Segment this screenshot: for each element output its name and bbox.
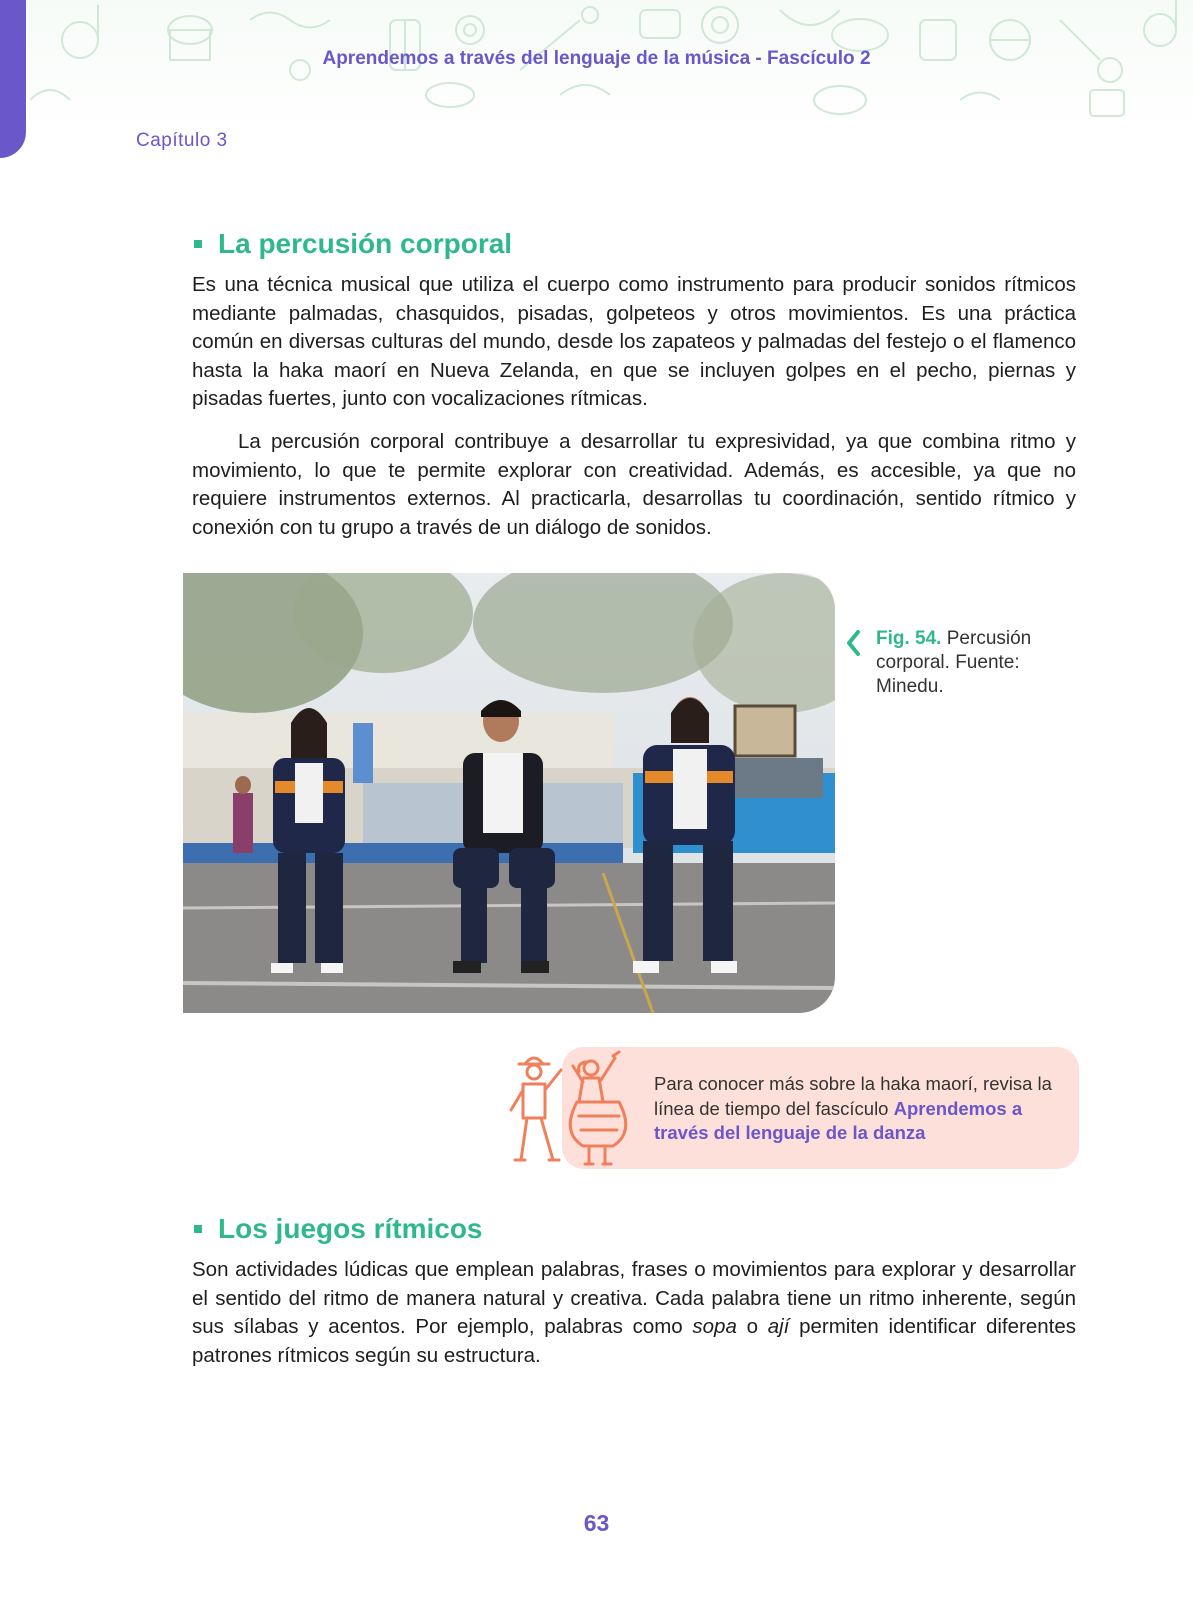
figure-caption — [876, 627, 1076, 699]
paragraph — [192, 1256, 1076, 1370]
note-body: Para conocer más sobre la haka maorí, revisa la línea de tiempo del fascículo — [654, 1073, 1052, 1119]
chapter-side-tab — [0, 0, 26, 158]
paragraph-text: o — [736, 1315, 768, 1338]
figure-caption-text: Percusión corporal. Fuente: Minedu. — [876, 628, 1032, 697]
chapter-label: Capítulo 3 — [136, 130, 228, 151]
note-text — [654, 1072, 1064, 1146]
photo-illustration — [183, 573, 835, 1013]
bullet-square-icon — [194, 1225, 202, 1233]
page-number: 63 — [583, 1510, 610, 1536]
section-heading-text: La percusión corporal — [218, 228, 513, 259]
fascicle-link[interactable]: Aprendemos a través del lenguaje de la danza — [654, 1097, 1023, 1143]
example-word-aji: ají — [767, 1315, 790, 1338]
series-title: Aprendemos a través del lenguaje de la música - Fascículo 2 — [322, 48, 871, 69]
figure-number: Fig. 54. — [876, 628, 942, 649]
paragraph: Es una técnica musical que utiliza el cuerpo como instrumento para producir sonidos rítmicos mediante palmadas, chasquidos, pisadas, golpeteos y otros movimientos. Es una práctica común en diversas culturas del mundo, desde los zapateos y palmadas del festejo o el flamenco hasta la haka maorí en Nueva Zelanda, en que se incluyen golpes en el pecho, piernas y pisadas fuertes, junto con vocalizaciones rítmicas. — [192, 273, 1076, 410]
chevron-left-icon — [846, 630, 860, 656]
figure-photo-body-percussion — [183, 573, 835, 1013]
dancers-icon — [505, 1050, 635, 1172]
bullet-square-icon — [194, 240, 202, 248]
example-word-sopa: sopa — [692, 1315, 737, 1338]
paragraph-text: permiten identificar diferentes patrones rítmicos según su estructura. — [192, 1315, 1076, 1367]
section-heading-text: Los juegos rítmicos — [218, 1213, 483, 1244]
paragraph: La percusión corporal contribuye a desarrollar tu expresividad, ya que combina ritmo y movimiento, lo que te permite explorar con creatividad. Además, es accesible, ya que no requiere instrumentos externos. Al practicarla, desarrollas tu coordinación, sentido rítmico y conexión con tu grupo a través de un diálogo de sonidos. — [192, 430, 1076, 539]
section-heading-percusion — [194, 228, 512, 260]
section-heading-juegos — [194, 1213, 483, 1245]
paragraph-text: Son actividades lúdicas que emplean palabras, frases o movimientos para explorar y desarrollar el sentido del ritmo de manera natural y creativa. Cada palabra tiene un ritmo inherente, según sus sílabas y acentos. Por ejemplo, palabras como — [192, 1258, 1076, 1338]
